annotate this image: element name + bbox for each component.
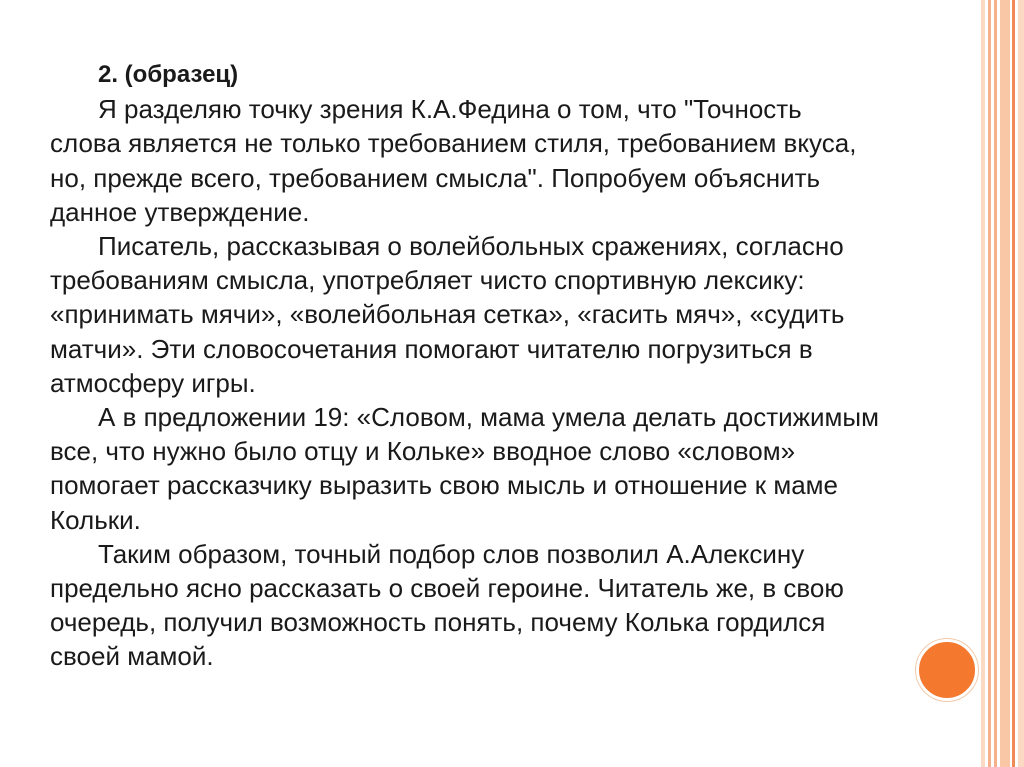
paragraph-4: Таким образом, точный подбор слов позволил А.Алексину предельно ясно рассказать о своей героине. Читатель же, в свою очередь, получил возможность понять, почему Колька гордился своей мамой. [50,538,844,672]
paragraph-2: Писатель, рассказывая о волейбольных сражениях, согласно требованиям смысла, употребляет чисто спортивную лексику: «принимать мячи», «волейбольная сетка», «гасить мяч», «судить матчи». Эти словосочетания помогают читателю погрузиться в атмосферу игры. [50,231,845,398]
stripe-1 [981,0,985,767]
paragraph-3: А в предложении 19: «Словом, мама умела делать достижимым все, что нужно было отцу и Кольке» вводное слово «словом» помогает рассказчику выразить свою мысль и отношение к маме Кольки. [50,402,879,535]
paragraph-1: Я разделяю точку зрения К.А.Федина о том, что "Точность слова является не только требованием стиля, требованием вкуса, но, прежде всего, требованием смысла". Попробуем объяснить данное утверждение. [50,94,857,227]
slide-heading: 2. (образец) [98,61,239,88]
stripe-4 [1000,0,1010,767]
slide-content [50,58,930,674]
stripe-2 [988,0,991,767]
decorative-stripes [981,0,1024,767]
stripe-6 [1018,0,1024,767]
stripe-5 [1012,0,1015,767]
stripe-3 [994,0,997,767]
